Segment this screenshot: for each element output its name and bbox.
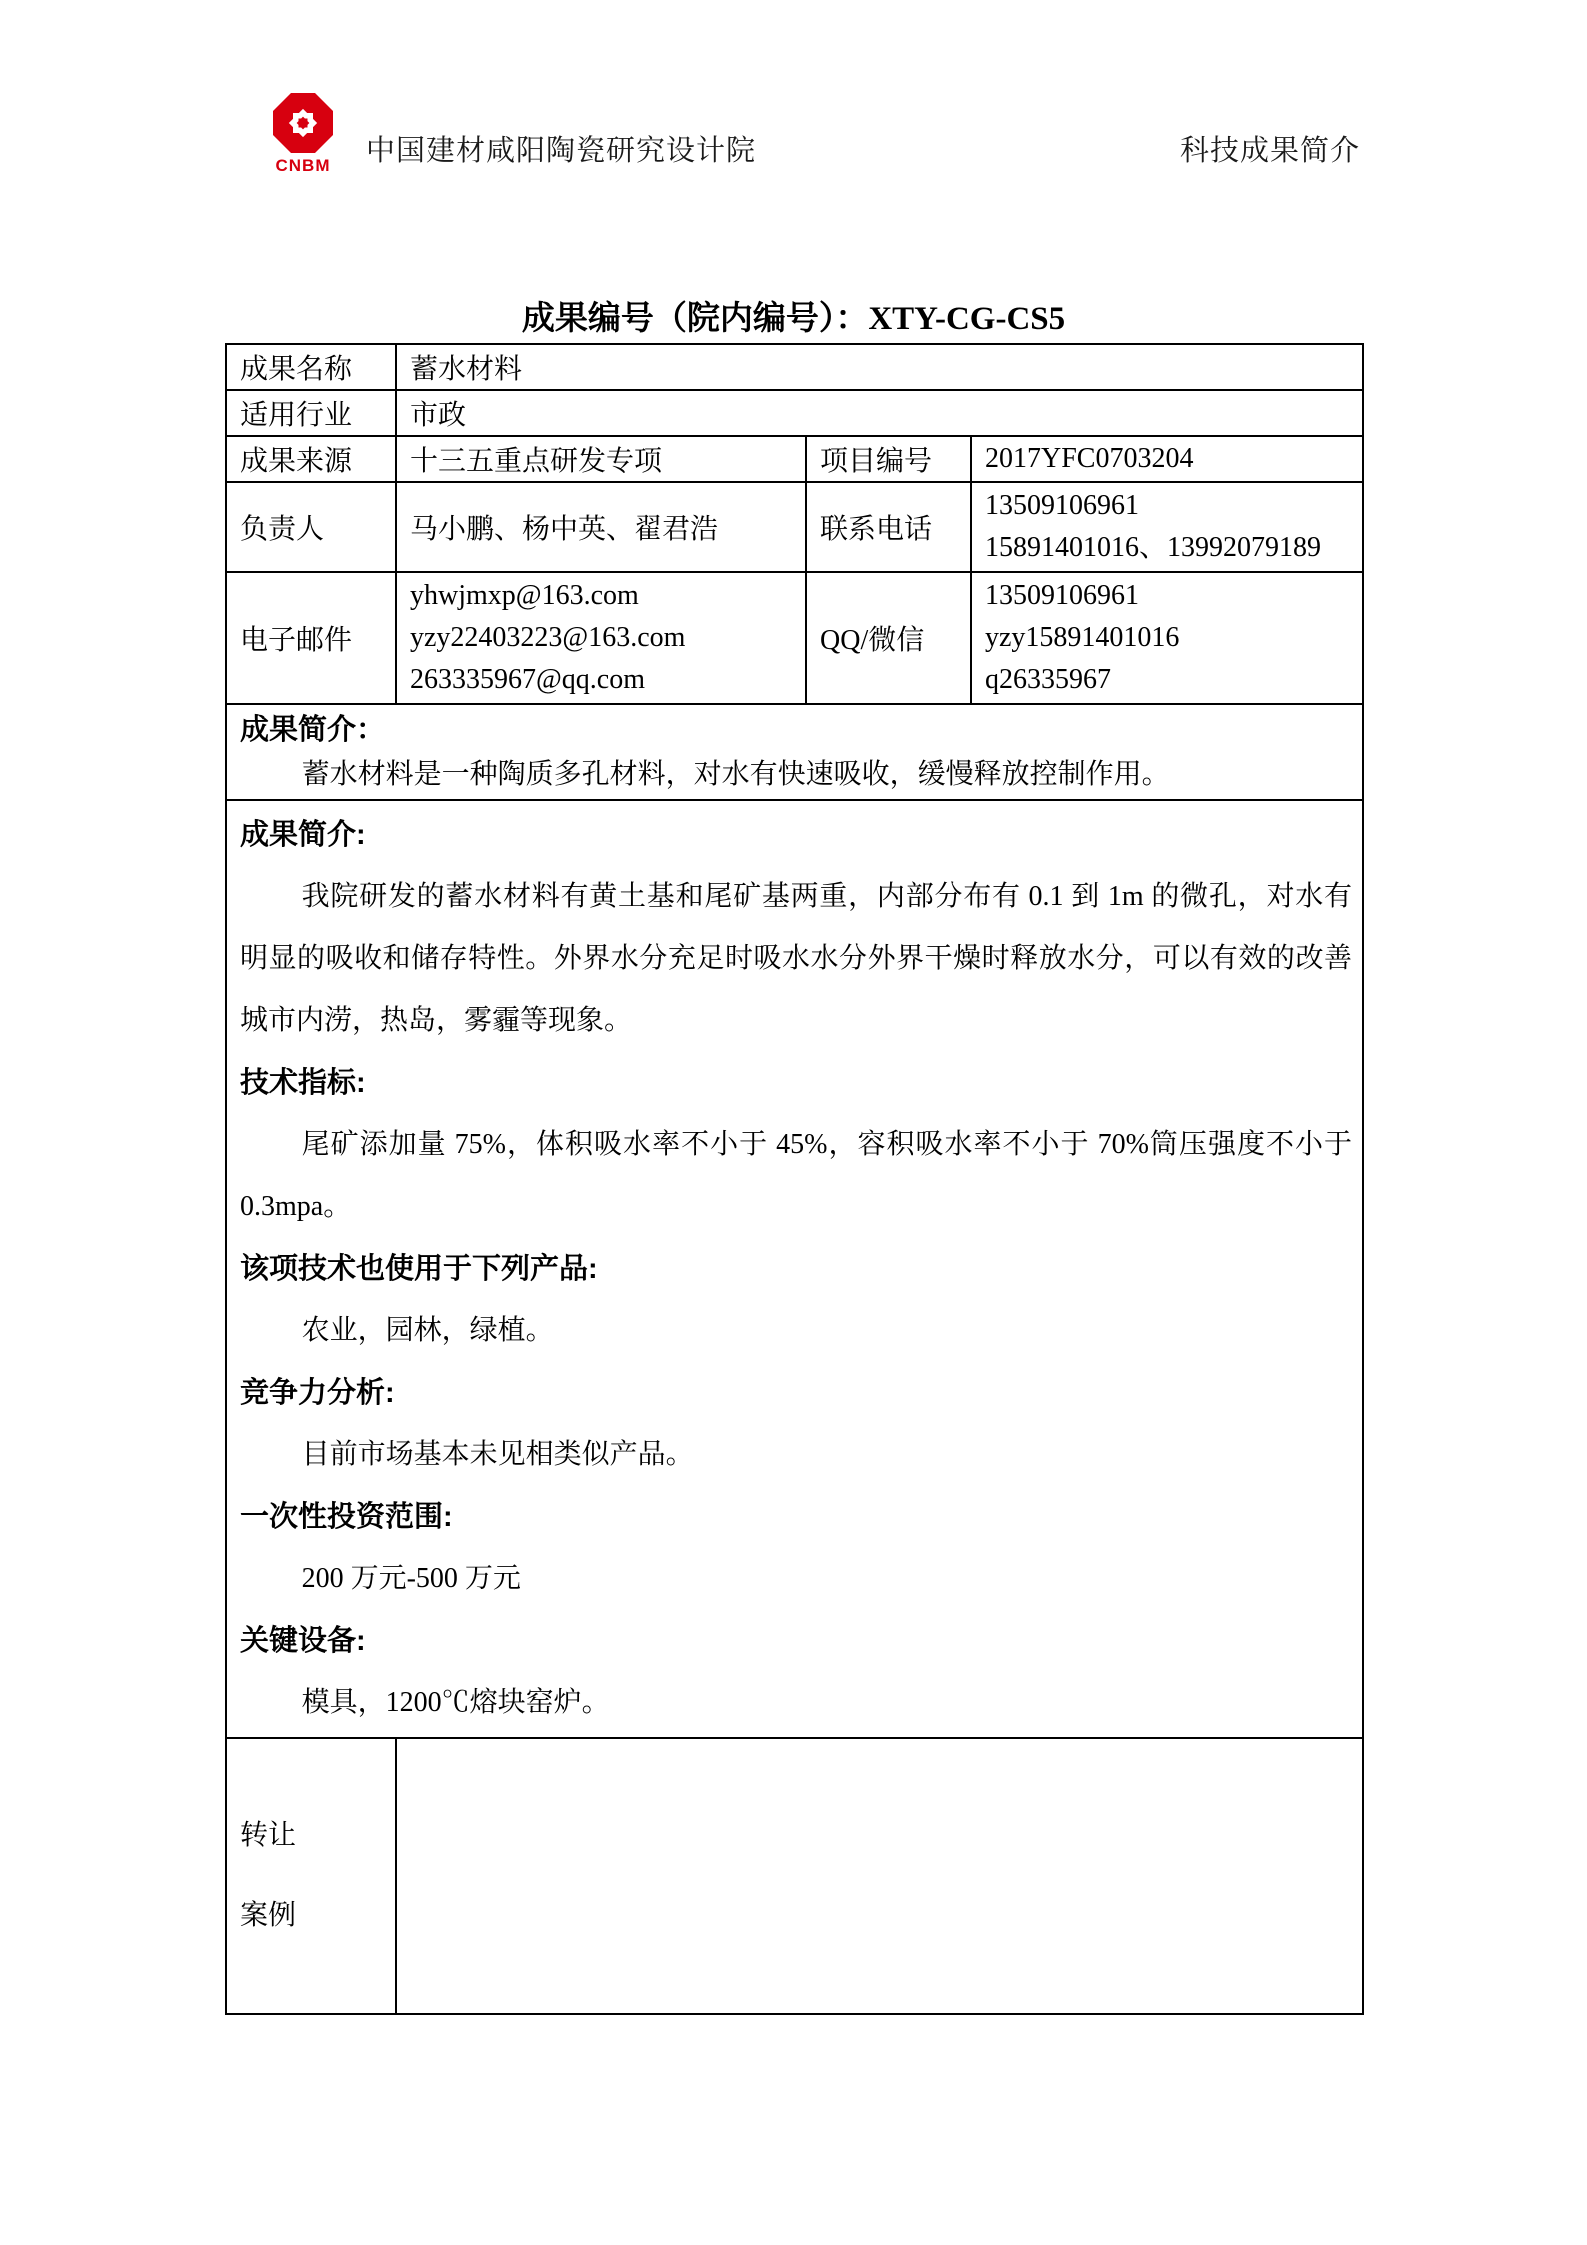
page-title: 成果编号（院内编号）：XTY-CG-CS5 xyxy=(521,301,1066,337)
qq-line-1: 13509106961 xyxy=(985,580,1139,611)
transfer-label-line-1: 转让 xyxy=(240,1820,297,1851)
email-value xyxy=(396,572,806,704)
name-value: 蓄水材料 xyxy=(396,344,1363,390)
section-text-equipment: 模具，1200℃熔块窑炉。 xyxy=(301,1687,610,1718)
phone-line-1: 13509106961 xyxy=(985,490,1139,521)
transfer-content xyxy=(396,1738,1363,2014)
section-heading-products: 该项技术也使用于下列产品: xyxy=(240,1253,598,1285)
cnbm-octagon-icon xyxy=(272,92,334,154)
name-label: 成果名称 xyxy=(226,344,396,390)
section-text-competition: 目前市场基本未见相类似产品。 xyxy=(301,1439,694,1470)
email-line-3: 263335967@qq.com xyxy=(410,664,645,695)
transfer-label-line-2: 案例 xyxy=(240,1900,297,1931)
leader-label: 负责人 xyxy=(226,482,396,572)
section-text-products: 农业，园林，绿植。 xyxy=(301,1315,554,1346)
cnbm-logo xyxy=(268,92,338,176)
section-heading-competition: 竞争力分析: xyxy=(240,1377,395,1409)
row-transfer xyxy=(226,1738,1363,2014)
phone-value xyxy=(971,482,1363,572)
qq-value xyxy=(971,572,1363,704)
industry-label: 适用行业 xyxy=(226,390,396,436)
email-line-2: yzy22403223@163.com xyxy=(410,622,686,653)
section-text-investment: 200 万元-500 万元 xyxy=(301,1563,521,1594)
sections-cell xyxy=(226,800,1363,1738)
email-label: 电子邮件 xyxy=(226,572,396,704)
project-value: 2017YFC0703204 xyxy=(971,436,1363,482)
section-heading-investment: 一次性投资范围: xyxy=(240,1501,453,1533)
row-name xyxy=(226,344,1363,390)
section-heading-overview: 成果简介: xyxy=(240,819,366,851)
qq-line-2: yzy15891401016 xyxy=(985,622,1180,653)
project-label: 项目编号 xyxy=(806,436,971,482)
section-heading-specs: 技术指标: xyxy=(240,1067,366,1099)
row-source xyxy=(226,436,1363,482)
brief-text: 蓄水材料是一种陶质多孔材料，对水有快速吸收，缓慢释放控制作用。 xyxy=(301,759,1170,790)
phone-label: 联系电话 xyxy=(806,482,971,572)
section-heading-equipment: 关键设备: xyxy=(240,1625,366,1657)
row-sections xyxy=(226,800,1363,1738)
row-leader xyxy=(226,482,1363,572)
source-label: 成果来源 xyxy=(226,436,396,482)
email-line-1: yhwjmxp@163.com xyxy=(410,580,639,611)
row-email xyxy=(226,572,1363,704)
company-name: 中国建材咸阳陶瓷研究设计院 xyxy=(366,135,757,167)
brief-section xyxy=(226,704,1363,800)
transfer-label xyxy=(226,1738,396,2014)
leader-value: 马小鹏、杨中英、翟君浩 xyxy=(396,482,806,572)
doc-type-label: 科技成果简介 xyxy=(1180,135,1361,167)
section-text-overview: 我院研发的蓄水材料有黄土基和尾矿基两重，内部分布有 0.1 到 1m 的微孔，对水有明显的吸收和储存特性。外界水分充足时吸水水分外界干燥时释放水分，可以有效的改善城市内涝，热岛，雾霾等现象。 xyxy=(240,881,1352,1036)
qq-label: QQ/微信 xyxy=(806,572,971,704)
industry-value: 市政 xyxy=(396,390,1363,436)
brief-heading: 成果简介： xyxy=(240,714,386,746)
section-text-specs: 尾矿添加量 75%，体积吸水率不小于 45%，容积吸水率不小于 70%筒压强度不小于 0.3mpa。 xyxy=(240,1129,1352,1222)
qq-line-3: q26335967 xyxy=(985,664,1111,695)
row-brief xyxy=(226,704,1363,800)
source-value: 十三五重点研发专项 xyxy=(396,436,806,482)
cnbm-logo-text: CNBM xyxy=(275,156,331,175)
row-industry xyxy=(226,390,1363,436)
phone-line-2: 15891401016、13992079189 xyxy=(985,532,1322,563)
info-table xyxy=(225,343,1364,2015)
